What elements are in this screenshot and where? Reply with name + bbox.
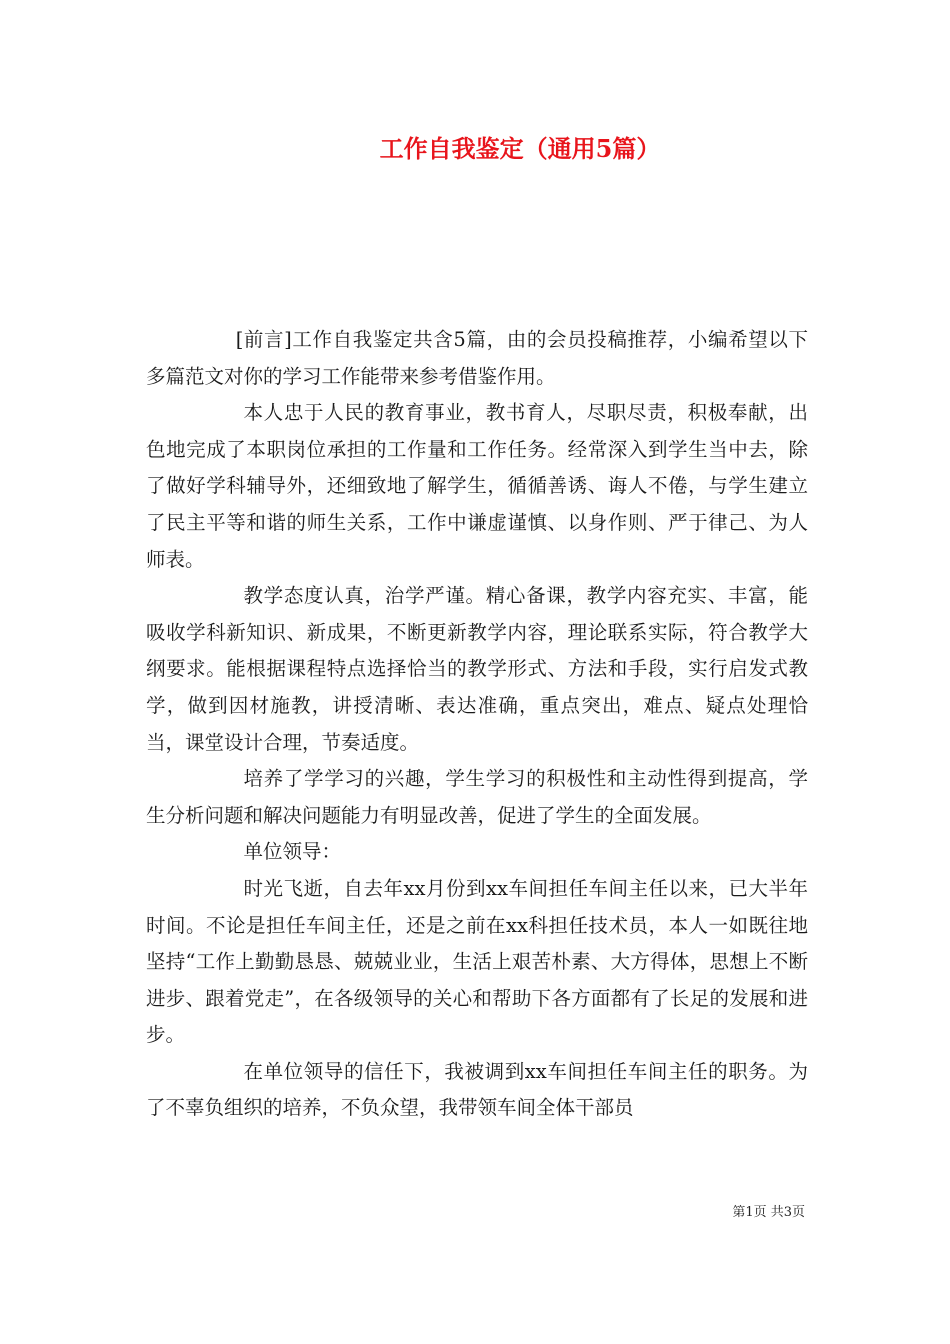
paragraph-3: 培养了学学习的兴趣，学生学习的积极性和主动性得到提高，学生分析问题和解决问题能力有明显改善，促进了学生的全面发展。 [146,767,808,827]
paragraph-4: 时光飞逝，自去年xx月份到xx车间担任车间主任以来，已大半年时间。不论是担任车间主任，还是之前在xx科担任技术员，本人一如既往地坚持“工作上勤勤恳恳、兢兢业业，生活上艰苦朴素、大方得体，思想上不断进步、跟着党走”，在各级领导的关心和帮助下各方面都有了长足的发展和进步。 [146,876,808,1047]
document-body [146,322,808,1127]
paragraph-2: 教学态度认真，治学严谨。精心备课，教学内容充实、丰富，能吸收学科新知识、新成果，不断更新教学内容，理论联系实际，符合教学大纲要求。能根据课程特点选择恰当的教学形式、方法和手段，实行启发式教学，做到因材施教，讲授清晰、表达准确，重点突出，难点、疑点处理恰当，课堂设计合理，节奏适度。 [146,584,808,754]
document-title: 工作自我鉴定（通用5篇） [379,134,661,163]
paragraph-preface: [前言]工作自我鉴定共含5篇，由的会员投稿推荐，小编希望以下多篇范文对你的学习工作能带来参考借鉴作用。 [146,328,808,388]
paragraph-1: 本人忠于人民的教育事业，教书育人，尽职尽责，积极奉献，出色地完成了本职岗位承担的工作量和工作任务。经常深入到学生当中去，除了做好学科辅导外，还细致地了解学生，循循善诱、诲人不倦，与学生建立了民主平等和谐的师生关系，工作中谦虚谨慎、以身作则、严于律己、为人师表。 [146,401,808,571]
paragraph-5: 在单位领导的信任下，我被调到xx车间担任车间主任的职务。为了不辜负组织的培养，不负众望，我带领车间全体干部员 [146,1059,808,1120]
page-number-footer: 第1页 共3页 [732,1205,805,1220]
paragraph-salutation: 单位领导： [243,840,342,864]
